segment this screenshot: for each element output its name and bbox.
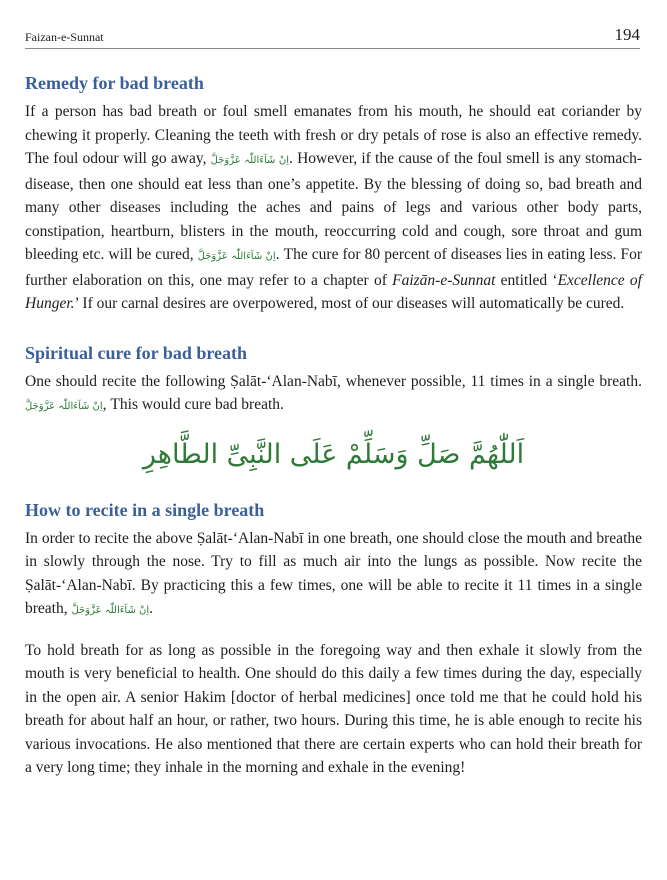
arabic-salat-line: اَللّٰھُمَّ صَلِّ وَسَلِّمْ عَلَى النَّبِیِّ الطَّاھِرِ — [142, 438, 525, 470]
inline-dua: اِنْ شَآءَاللّٰہ عَزَّوَجَلَّ — [25, 401, 103, 412]
running-header — [25, 24, 640, 49]
text-span: . The cure for 80 percent of diseases lies in eating less. For further elaboration on this, one may refer to a chapter of — [25, 246, 643, 289]
text-span: If a person has bad breath or foul smell emanates from his mouth, he should eat coriander by chewing it properly. Cleaning the teeth with fresh or dry petals of rose is also an effective remedy. The foul odour will go away, — [25, 103, 642, 167]
text-span: ’ If our carnal desires are overpowered, most of our diseases will automatically be cured. — [74, 295, 625, 312]
page-number: 194 — [614, 25, 640, 44]
inline-dua: اِنْ شَآءَاللّٰہ عَزَّوَجَلَّ — [71, 605, 150, 616]
paragraph-spiritual-cure — [25, 370, 642, 419]
book-title: Faizan-e-Sunnat — [25, 30, 104, 44]
paragraph-recite — [25, 527, 642, 623]
text-span: , This would cure bad breath. — [102, 396, 284, 413]
text-span: entitled ‘ — [495, 271, 558, 289]
text-span: In order to recite the above Ṣalāt-‘Alan-Nabī in one breath, one should close the mouth and breathe in slowly through the nose. Try to fill as much air into the lungs as possible. Now recite the Ṣalāt-‘Alan-Nabī. By practicing this a few times, one will be able to recite it 11 times in a single breath, — [25, 529, 642, 617]
text-span: One should recite the following Ṣalāt-‘Alan-Nabī, whenever possible, 11 times in a single breath. — [25, 372, 642, 390]
chapter-reference: Excellence of Hunger. — [25, 271, 642, 312]
heading-spiritual-cure: Spiritual cure for bad breath — [25, 342, 248, 363]
paragraph-hold-breath: To hold breath for as long as possible in the foregoing way and then exhale it slowly from the mouth is very beneficial to health. One should do this daily a few times during the day, especially in the open air. A senior Hakim [doctor of herbal medicines] once told me that he could hold his breath for about half an hour, or rather, two hours. During this time, he is able enough to recite his various invocations. He also mentioned that there are certain experts who can hold their breath for a very long time; they inhale in the morning and exhale in the evening! — [25, 641, 642, 776]
book-reference: Faizān-e-Sunnat — [392, 271, 496, 289]
inline-dua: اِنْ شَآءَاللّٰہ عَزَّوَجَلَّ — [197, 251, 276, 262]
text-span: . — [149, 600, 154, 617]
paragraph-remedy — [25, 100, 642, 316]
heading-recite: How to recite in a single breath — [25, 499, 265, 520]
inline-dua: اِنْ شَآءَاللّٰہ عَزَّوَجَلَّ — [210, 155, 290, 166]
page-content — [25, 70, 642, 780]
heading-remedy: Remedy for bad breath — [25, 73, 204, 93]
text-span: . However, if the cause of the foul smell is any stomach-disease, then one should eat less than one’s appetite. By the blessing of doing so, bad breath and many other diseases including the aches and pains of legs and various other body parts, constipation, heartburn, blisters in the mouth, reoccurring cold and cough, sore throat and gum bleeding etc. will be cured, — [25, 150, 642, 263]
